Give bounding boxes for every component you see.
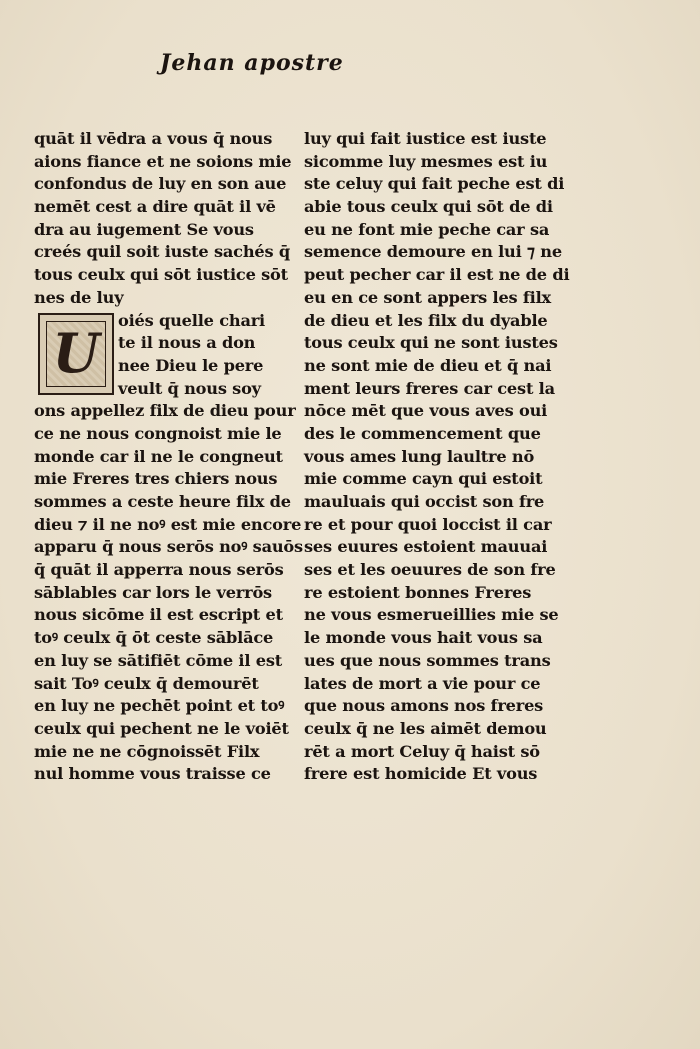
text-line: ment leurs freres car cest la xyxy=(304,378,555,398)
text-line: nee Dieu le pere xyxy=(118,355,264,375)
text-line: ste celuy qui fait peche est di xyxy=(304,174,565,194)
text-line: mie comme cayn qui estoit xyxy=(304,469,543,489)
text-line: dieu ⁊ il ne noꝰ est mie encore xyxy=(34,514,302,534)
text-line: lates de mort a vie pour ce xyxy=(304,673,541,693)
text-line: ons appellez filx de dieu pour xyxy=(34,401,296,421)
text-line: ce ne nous congnoist mie le xyxy=(34,423,282,443)
text-line: rēt a mort Celuy q̄ haist sō xyxy=(304,741,540,761)
illuminated-initial xyxy=(38,313,114,395)
initial-block xyxy=(34,310,266,401)
text-line: sicomme luy mesmes est iu xyxy=(304,151,548,171)
running-head: Jehan apostre xyxy=(160,50,344,76)
text-line: confondus de luy en son aue xyxy=(34,174,287,194)
text-line: ues que nous sommes trans xyxy=(304,650,551,670)
text-line: nes de luy xyxy=(34,287,124,307)
text-line: des le commencement que xyxy=(304,423,541,443)
text-line: ne vous esmerueillies mie se xyxy=(304,605,559,625)
text-line: te il nous a don xyxy=(118,333,256,353)
text-line: creés quil soit iuste sachés q̄ xyxy=(34,242,290,262)
text-line: mie ne ne cōgnoissēt Filx xyxy=(34,741,260,761)
text-line: nous sicōme il est escript et xyxy=(34,605,283,625)
text-line: nul homme vous traisse ce xyxy=(34,764,271,784)
text-line: apparu q̄ nous serōs noꝰ sauōs xyxy=(34,537,303,557)
text-line: frere est homicide Et vous xyxy=(304,764,538,784)
text-line: tous ceulx qui sōt iustice sōt xyxy=(34,265,288,285)
text-line: nōce mēt que vous aves oui xyxy=(304,401,548,421)
text-line: de dieu et les filx du dyable xyxy=(304,310,548,330)
text-line: toꝰ ceulx q̄ ōt ceste sāblāce xyxy=(34,628,274,648)
text-line: semence demoure en lui ⁊ ne xyxy=(304,242,562,262)
text-line: re et pour quoi loccist il car xyxy=(304,514,552,534)
text-line: tous ceulx qui ne sont iustes xyxy=(304,333,558,353)
text-line: eu ne font mie peche car sa xyxy=(304,219,550,239)
text-line: veult q̄ nous soy xyxy=(118,378,261,398)
text-line: mauluais qui occist son fre xyxy=(304,492,545,511)
left-column-top-lines xyxy=(34,128,292,310)
text-line: en luy ne pechēt point et toꝰ xyxy=(34,696,285,716)
text-line: sait Toꝰ ceulx q̄ demourēt xyxy=(34,673,259,693)
text-line: peut pecher car il est ne de di xyxy=(304,265,570,285)
text-line: dra au iugement Se vous xyxy=(34,219,254,239)
text-line: nemēt cest a dire quāt il vē xyxy=(34,197,276,217)
text-line: sommes a ceste heure filx de xyxy=(34,492,291,511)
text-line: quāt il vēdra a vous q̄ nous xyxy=(34,129,273,148)
text-line: ceulx qui pechent ne le voiēt xyxy=(34,718,289,738)
right-column-lines xyxy=(304,128,570,786)
text-line: monde car il ne le congneut xyxy=(34,446,283,466)
text-line: ses euures estoient mauuai xyxy=(304,537,548,557)
text-line: vous ames lung laultre nō xyxy=(304,446,535,466)
text-line: ne sont mie de dieu et q̄ nai xyxy=(304,355,552,375)
text-line: ses et les oeuures de son fre xyxy=(304,560,556,580)
initial-letter: U xyxy=(46,321,106,387)
text-line: re estoient bonnes Freres xyxy=(304,582,532,602)
text-line: abie tous ceulx qui sōt de di xyxy=(304,197,553,217)
text-line: oiés quelle chari xyxy=(118,310,266,330)
left-column xyxy=(34,128,303,786)
text-line: en luy se sātifiēt cōme il est xyxy=(34,650,283,670)
text-line: sāblables car lors le verrōs xyxy=(34,582,272,602)
text-line: le monde vous hait vous sa xyxy=(304,628,543,648)
text-line: luy qui fait iustice est iuste xyxy=(304,129,547,148)
text-line: eu en ce sont appers les filx xyxy=(304,287,552,307)
text-line: q̄ quāt il apperra nous serōs xyxy=(34,560,284,580)
text-line: que nous amons nos freres xyxy=(304,696,544,716)
text-line: ceulx q̄ ne les aimēt demou xyxy=(304,718,547,738)
right-column xyxy=(304,128,570,786)
text-line: mie Freres tres chiers nous xyxy=(34,469,278,489)
text-line: aions fiance et ne soions mie xyxy=(34,151,292,171)
left-column-bottom-lines xyxy=(34,400,303,786)
